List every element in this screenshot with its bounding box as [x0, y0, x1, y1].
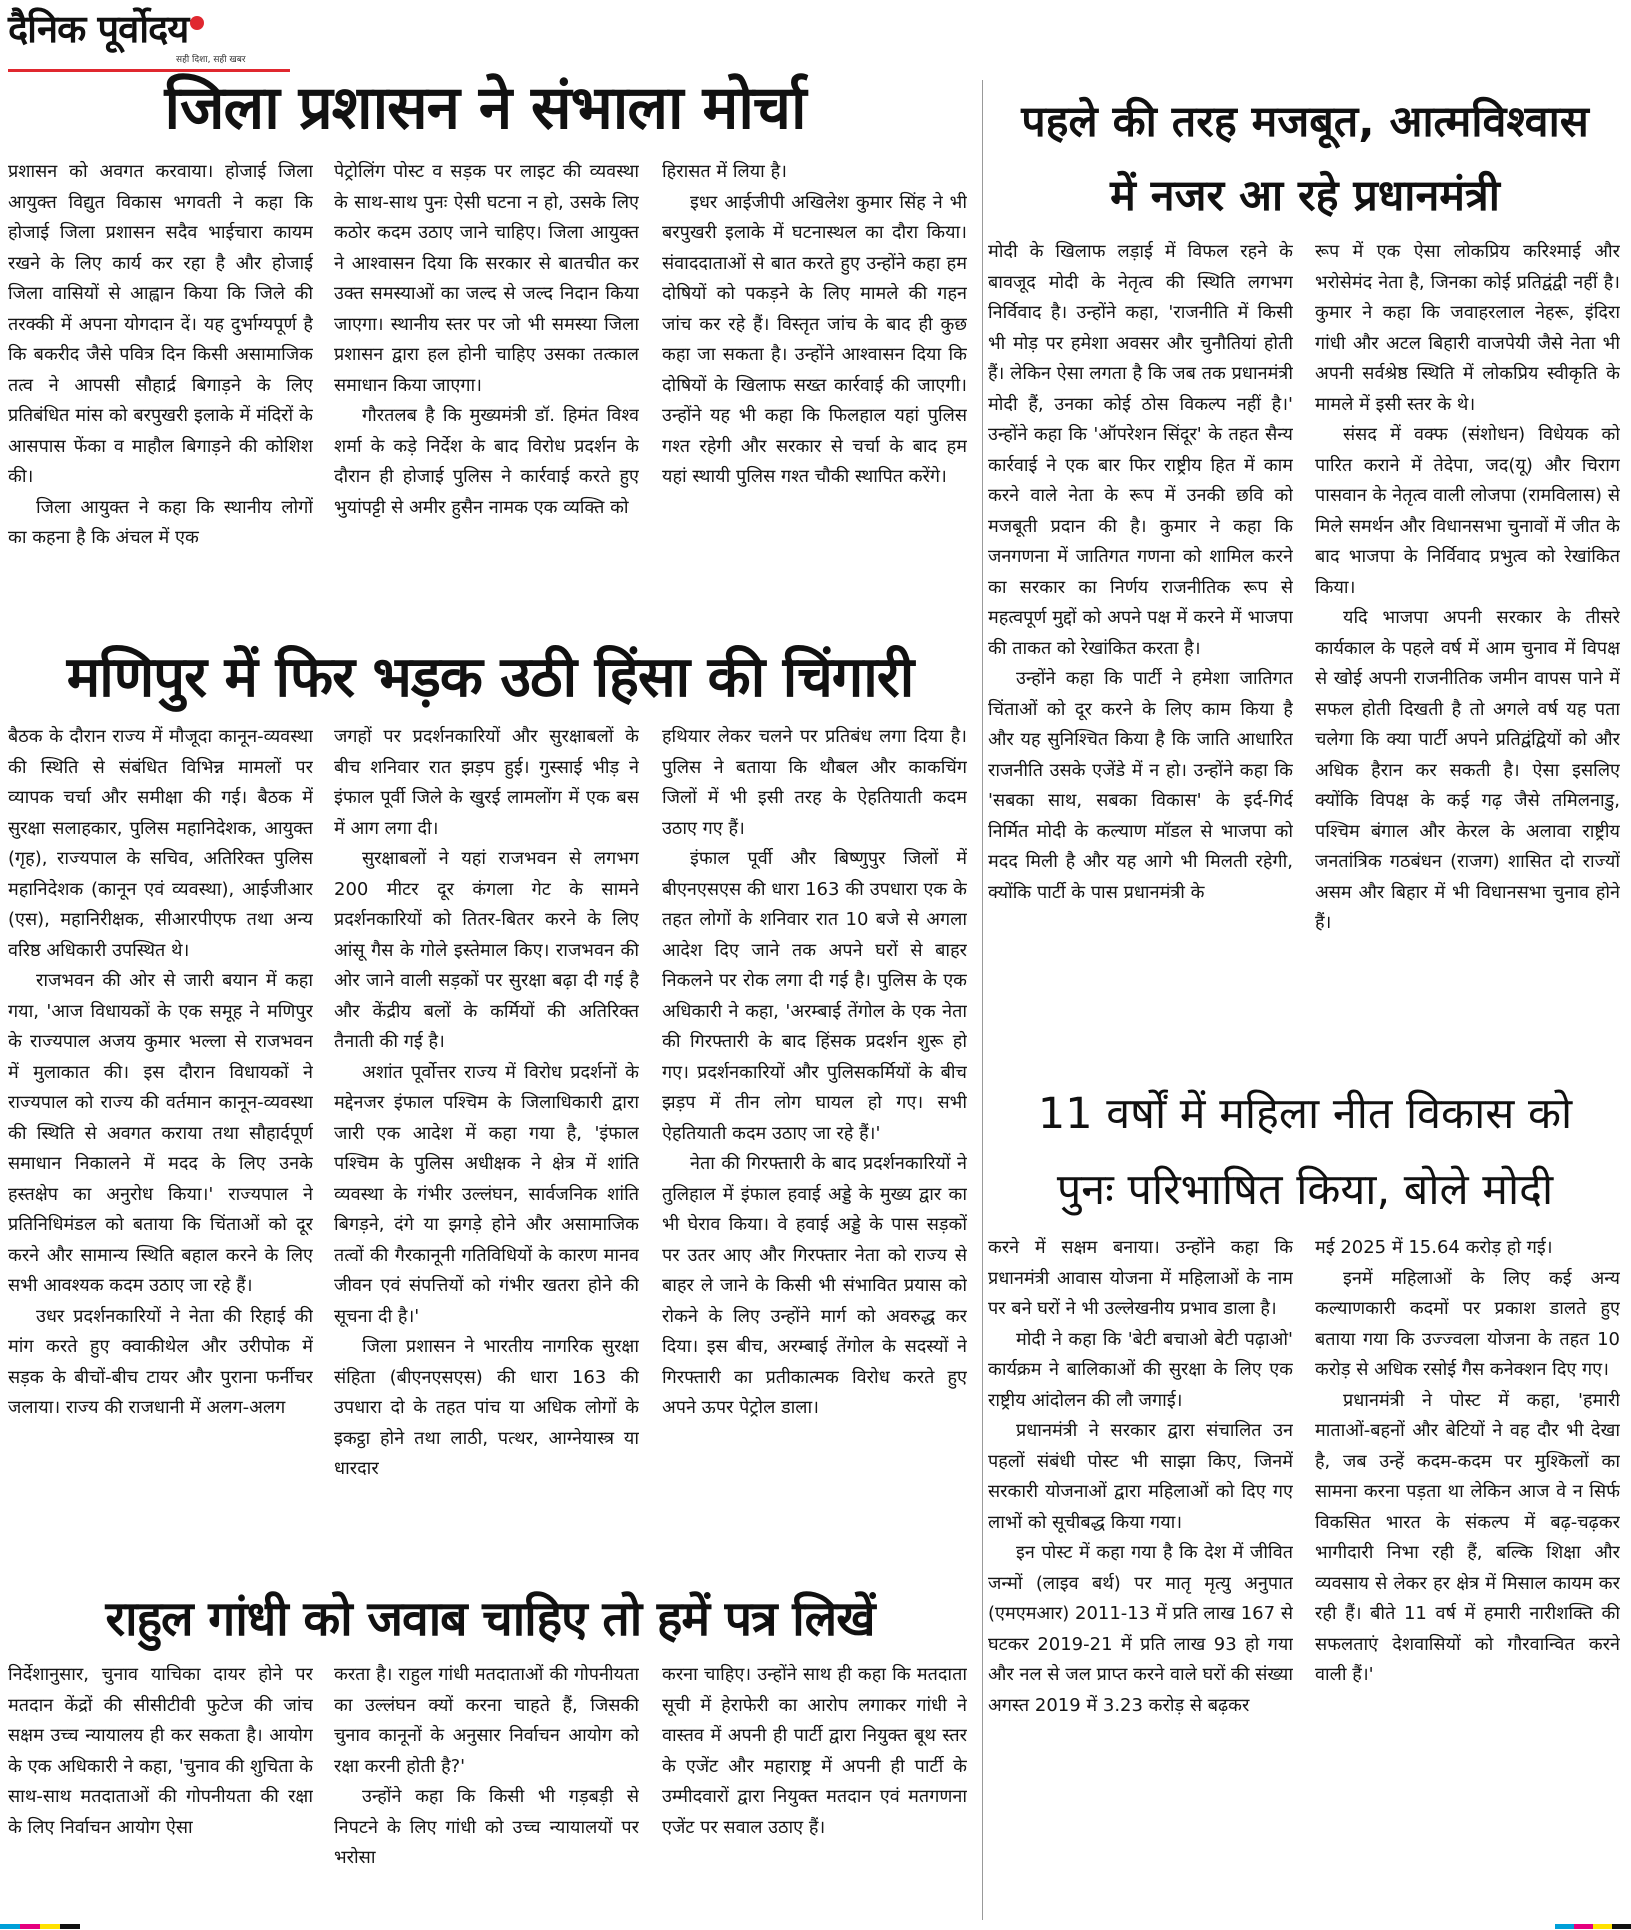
- story4-headline-line2: में नजर आ रहे प्रधानमंत्री: [1110, 171, 1500, 221]
- story2-col1-para: राजभवन की ओर से जारी बयान में कहा गया, 'आज विधायकों के एक समूह ने मणिपुर के राज्यपाल अजय कुमार भल्ला से राजभवन में मुलाकात की। इस दौरान विधायकों ने राज्यपाल को राज्य की वर्तमान कानून-व्यवस्था की स्थिति से अवगत कराया तथा सौहार्दपूर्ण समाधान निकालने में मदद के लिए उनके हस्तक्षेप का अनुरोध किया।' राज्यपाल ने प्रतिनिधिमंडल को बताया कि चिंताओं को दूर करने और सामान्य स्थिति बहाल करने के लिए सभी आवश्यक कदम उठाए जा रहे हैं।: [8, 970, 313, 1296]
- story3-col1-para: निर्देशानुसार, चुनाव याचिका दायर होने पर मतदान केंद्रों की सीसीटीवी फुटेज की जांच सक्षम उच्च न्यायालय ही कर सकता है। आयोग के एक अधिकारी ने कहा, 'चुनाव की शुचिता के साथ-साथ मतदाताओं की गोपनीयता की रक्षा के लिए निर्वाचन आयोग ऐसा: [8, 1664, 313, 1838]
- masthead-dot-icon: [190, 16, 204, 30]
- story3-col2-para: उन्होंने कहा कि किसी भी गड़बड़ी से निपटने के लिए गांधी को उच्च न्यायालयों पर भरोसा: [334, 1786, 639, 1868]
- story2-col3-para: इंफाल पूर्वी और बिष्णुपुर जिलों में बीएनएसएस की धारा 163 की उपधारा एक के तहत लोगों के शनिवार रात 10 बजे से अगला आदेश दिए जाने तक अपने घरों से बाहर निकलने पर रोक लगा दी गई है। पुलिस के एक अधिकारी ने कहा, 'अरम्बाई तेंगोल के एक नेता की गिरफ्तारी के बाद हिंसक प्रदर्शन शुरू हो गए। प्रदर्शनकारियों और पुलिसकर्मियों के बीच झड़प में तीन लोग घायल हो गए। सभी ऐहतियाती कदम उठाए जा रहे हैं।': [662, 848, 967, 1144]
- story2-col2: [334, 722, 639, 1567]
- story1-col2-para: पेट्रोलिंग पोस्ट व सड़क पर लाइट की व्यवस्था के साथ-साथ पुनः ऐसी घटना न हो, उसके लिए कठोर कदम उठाए जाने चाहिए। जिला आयुक्त ने आश्वासन दिया कि सरकार से बातचीत कर उक्त समस्याओं का जल्द से जल्द निदान किया जाएगा। स्थानीय स्तर पर जो भी समस्या जिला प्रशासन द्वारा हल होनी चाहिए उसका तत्काल समाधान किया जाएगा।: [334, 161, 639, 396]
- story2-col3: [662, 722, 967, 1567]
- story4-col1-para: मोदी के खिलाफ लड़ाई में विफल रहने के बावजूद मोदी के नेतृत्व की स्थिति लगभग निर्विवाद है। उन्होंने कहा, 'राजनीति में किसी भी मोड़ पर हमेशा अवसर और चुनौतियां होती हैं। लेकिन ऐसा लगता है कि जब तक प्रधानमंत्री मोदी हैं, उनका कोई ठोस विकल्प नहीं है।' उन्होंने कहा कि 'ऑपरेशन सिंदूर' के तहत सैन्य कार्रवाई ने एक बार फिर राष्ट्रीय हित में काम करने वाले नेता के रूप में उनकी छवि को मजबूती प्रदान की है। कुमार ने कहा कि जनगणना में जातिगत गणना को शामिल करने का सरकार का निर्णय राजनीतिक रूप से महत्वपूर्ण मुद्दों को अपने पक्ष में करने में भाजपा की ताकत को रेखांकित करता है।: [988, 241, 1293, 659]
- story3-headline: राहुल गांधी को जवाब चाहिए तो हमें पत्र लिखें: [105, 1591, 875, 1647]
- story4-col2: [1315, 237, 1620, 1057]
- story5-col2-para: प्रधानमंत्री ने पोस्ट में कहा, 'हमारी माताओं-बहनों और बेटियों ने वह दौर भी देखा है, जब उन्हें कदम-कदम पर मुश्किलों का सामना करना पड़ता था लेकिन आज वे न सिर्फ विकसित भारत के संकल्प में बढ़-चढ़कर भागीदारी निभा रही हैं, बल्कि शिक्षा और व्यवसाय से लेकर हर क्षेत्र में मिसाल कायम कर रही हैं। बीते 11 वर्ष में हमारी नारीशक्ति की सफलताएं देशवासियों को गौरवान्वित करने वाली हैं।': [1315, 1389, 1620, 1685]
- story1-col3: [662, 157, 967, 617]
- story5-headline-line1: 11 वर्षों में महिला नीत विकास को: [1037, 1089, 1573, 1139]
- story2-col2-para: सुरक्षाबलों ने यहां राजभवन से लगभग 200 मीटर दूर कंगला गेट के सामने प्रदर्शनकारियों को तितर-बितर करने के लिए आंसू गैस के गोले इस्तेमाल किए। राजभवन की ओर जाने वाली सड़कों पर सुरक्षा बढ़ा दी गई है और केंद्रीय बलों के कर्मियों की अतिरिक्त तैनाती की गई है।: [334, 848, 639, 1052]
- masthead-title: दैनिक पूर्वोदय: [8, 6, 308, 52]
- masthead-tagline: सही दिशा, सही खबर: [176, 55, 246, 65]
- story4-headline-line1: पहले की तरह मजबूत, आत्मविश्वास: [1021, 97, 1589, 147]
- story5-col2-para: मई 2025 में 15.64 करोड़ हो गई।: [1315, 1237, 1553, 1258]
- story2-col2-para: अशांत पूर्वोत्तर राज्य में विरोध प्रदर्शनों के मद्देनजर इंफाल पश्चिम के जिलाधिकारी द्वारा जारी एक आदेश में कहा गया है, 'इंफाल पश्चिम के पुलिस अधीक्षक ने क्षेत्र में शांति व्यवस्था के गंभीर उल्लंघन, सार्वजनिक शांति बिगड़ने, दंगे या झगड़े होने और असामाजिक तत्वों की गैरकानूनी गतिविधियों के कारण मानव जीवन एवं संपत्तियों को गंभीर खतरा होने की सूचना दी है।': [334, 1061, 639, 1327]
- story2-col1-para: बैठक के दौरान राज्य में मौजूदा कानून-व्यवस्था की स्थिति से संबंधित विभिन्न मामलों पर व्यापक चर्चा और समीक्षा की गई। बैठक में सुरक्षा सलाहकार, पुलिस महानिदेशक, आयुक्त (गृह), राज्यपाल के सचिव, अतिरिक्त पुलिस महानिदेशक (कानून एवं व्यवस्था), आईजीआर (एस), महानिरीक्षक, सीआरपीएफ तथा अन्य वरिष्ठ अधिकारी उपस्थित थे।: [8, 726, 313, 961]
- story5-col1-para: करने में सक्षम बनाया। उन्होंने कहा कि प्रधानमंत्री आवास योजना में महिलाओं के नाम पर बने घरों ने भी उल्लेखनीय प्रभाव डाला है।: [988, 1237, 1293, 1319]
- story5-col1-para: इन पोस्ट में कहा गया है कि देश में जीवित जन्मों (लाइव बर्थ) पर मातृ मृत्यु अनुपात (एमएमआर) 2011-13 में प्रति लाख 167 से घटकर 2019-21 में प्रति लाख 93 हो गया और नल से जल प्राप्त करने वाले घरों की संख्या अगस्त 2019 में 3.23 करोड़ से बढ़कर: [988, 1542, 1293, 1716]
- story3-col3: [662, 1660, 967, 1928]
- story1-col1-para: जिला आयुक्त ने कहा कि स्थानीय लोगों का कहना है कि अंचल में एक: [8, 496, 313, 548]
- story1-col3-para: हिरासत में लिया है।: [662, 161, 787, 182]
- story3-col2: [334, 1660, 639, 1928]
- story4-col2-para: यदि भाजपा अपनी सरकार के तीसरे कार्यकाल के पहले वर्ष में आम चुनाव में विपक्ष से खोई अपनी राजनीतिक जमीन वापस पाने में सफल होती दिखती है तो अगले वर्ष यह पता चलेगा कि क्या पार्टी अपने प्रतिद्वंद्वियों को और अधिक हैरान कर सकती है। ऐसा इसलिए क्योंकि विपक्ष के कई गढ़ जैसे तमिलनाडु, पश्चिम बंगाल और केरल के अलावा राष्ट्रीय जनतांत्रिक गठबंधन (राजग) शासित दो राज्यों असम और बिहार में भी विधानसभा चुनाव होने हैं।: [1315, 607, 1620, 933]
- story5-headline-line2: पुनः परिभाषित किया, बोले मोदी: [1056, 1165, 1554, 1215]
- story3-col1: [8, 1660, 313, 1928]
- story5-col2-para: इनमें महिलाओं के लिए कई अन्य कल्याणकारी कदमों पर प्रकाश डालते हुए बताया गया कि उज्ज्वला योजना के तहत 10 करोड़ से अधिक रसोई गैस कनेक्शन दिए गए।: [1315, 1267, 1620, 1380]
- story1-col2: [334, 157, 639, 617]
- story2-col3-para: हथियार लेकर चलने पर प्रतिबंध लगा दिया है। पुलिस ने बताया कि थौबल और काकचिंग जिलों में भी इसी तरह के ऐहतियाती कदम उठाए गए हैं।: [662, 726, 967, 839]
- story2-col2-para: जगहों पर प्रदर्शनकारियों और सुरक्षाबलों के बीच शनिवार रात झड़प हुई। गुस्साई भीड़ ने इंफाल पूर्वी जिले के खुरई लामलोंग में एक बस में आग लगा दी।: [334, 726, 639, 839]
- story4-col2-para: रूप में एक ऐसा लोकप्रिय करिश्माई और भरोसेमंद नेता है, जिनका कोई प्रतिद्वंद्वी नहीं है। कुमार ने कहा कि जवाहरलाल नेहरू, इंदिरा गांधी और अटल बिहारी वाजपेयी जैसे नेता भी अपनी सर्वश्रेष्ठ स्थिति में लोकप्रिय स्वीकृति के मामले में इसी स्तर के थे।: [1315, 241, 1620, 415]
- story2-col1: [8, 722, 313, 1567]
- story2-headline: मणिपुर में फिर भड़क उठी हिंसा की चिंगारी: [66, 645, 914, 710]
- story5-col1: [988, 1233, 1293, 1923]
- story4-col1-para: उन्होंने कहा कि पार्टी ने हमेशा जातिगत चिंताओं को दूर करने के लिए काम किया है और यह सुनिश्चित किया है कि जाति आधारित राजनीति उसके एजेंडे में न हो। उन्होंने कहा कि 'सबका साथ, सबका विकास' के इर्द-गिर्द निर्मित मोदी के कल्याण मॉडल से भाजपा को मदद मिली है और यह आगे भी मिलती रहेगी, क्योंकि पार्टी के पास प्रधानमंत्री के: [988, 668, 1293, 903]
- story5-col1-para: प्रधानमंत्री ने सरकार द्वारा संचालित उन पहलों संबंधी पोस्ट भी साझा किए, जिनमें सरकारी योजनाओं द्वारा महिलाओं को दिए गए लाभों को सूचीबद्ध किया गया।: [988, 1420, 1293, 1533]
- story1-col1: [8, 157, 313, 617]
- story4-col1: [988, 237, 1293, 1057]
- story5-col1-para: मोदी ने कहा कि 'बेटी बचाओ बेटी पढ़ाओ' कार्यक्रम ने बालिकाओं की सुरक्षा के लिए एक राष्ट्रीय आंदोलन की लौ जगाई।: [988, 1328, 1293, 1411]
- story3-col3-para: करना चाहिए। उन्होंने साथ ही कहा कि मतदाता सूची में हेराफेरी का आरोप लगाकर गांधी ने वास्तव में अपनी ही पार्टी द्वारा नियुक्त बूथ स्तर के एजेंट और महाराष्ट्र में अपनी ही पार्टी के उम्मीदवारों द्वारा नियुक्त मतदान एवं मतगणना एजेंट पर सवाल उठाए हैं।: [662, 1664, 967, 1838]
- story5-col2: [1315, 1233, 1620, 1923]
- print-color-bar-right: [1555, 1924, 1631, 1929]
- story1-col1-para: प्रशासन को अवगत करवाया। होजाई जिला आयुक्त विद्युत विकास भगवती ने कहा कि होजाई जिला प्रशासन सदैव भाईचारा कायम रखने के लिए कार्य कर रहा है और होजाई जिला वासियों से आह्वान किया कि जिले की तरक्की में अपना योगदान दें। यह दुर्भाग्यपूर्ण है कि बकरीद जैसे पवित्र दिन किसी असामाजिक तत्व ने आपसी सौहार्द्र बिगाड़ने के लिए प्रतिबंधित मांस को बरपुखरी इलाके में मंदिरों के आसपास फेंका व माहौल बिगाड़ने की कोशिश की।: [8, 161, 313, 487]
- section-divider: [982, 80, 983, 1920]
- story3-col2-para: करता है। राहुल गांधी मतदाताओं की गोपनीयता का उल्लंघन क्यों करना चाहते हैं, जिसकी चुनाव कानूनों के अनुसार निर्वाचन आयोग को रक्षा करनी होती है?': [334, 1664, 639, 1777]
- story2-col3-para: नेता की गिरफ्तारी के बाद प्रदर्शनकारियों ने तुलिहाल में इंफाल हवाई अड्डे के मुख्य द्वार का भी घेराव किया। वे हवाई अड्डे के पास सड़कों पर उतर आए और गिरफ्तार नेता को राज्य से बाहर ले जाने के किसी भी संभावित प्रयास को रोकने के लिए उन्होंने मार्ग को अवरुद्ध कर दिया। इस बीच, अरम्बाई तेंगोल के सदस्यों ने गिरफ्तारी का प्रतीकात्मक विरोध करते हुए अपने ऊपर पेट्रोल डाला।: [662, 1153, 967, 1418]
- story2-col1-para: उधर प्रदर्शनकारियों ने नेता की रिहाई की मांग करते हुए क्वाकीथेल और उरीपोक में सड़क के बीचों-बीच टायर और पुराना फर्नीचर जलाया। राज्य की राजधानी में अलग-अलग: [8, 1305, 313, 1418]
- masthead: [8, 6, 308, 76]
- story2-col2-para: जिला प्रशासन ने भारतीय नागरिक सुरक्षा संहिता (बीएनएसएस) की धारा 163 की उपधारा दो के तहत पांच या अधिक लोगों के इकट्ठा होने तथा लाठी, पत्थर, आग्नेयास्त्र या धारदार: [334, 1336, 639, 1479]
- print-color-bar-left: [0, 1924, 80, 1929]
- story1-headline: जिला प्रशासन ने संभाला मोर्चा: [164, 73, 806, 143]
- story4-col2-para: संसद में वक्फ (संशोधन) विधेयक को पारित कराने में तेदेपा, जद(यू) और चिराग पासवान के नेतृत्व वाली लोजपा (रामविलास) से मिले समर्थन और विधानसभा चुनावों में जीत के बाद भाजपा के निर्विवाद प्रभुत्व को रेखांकित किया।: [1315, 424, 1620, 598]
- story1-col2-para: गौरतलब है कि मुख्यमंत्री डॉ. हिमंत विश्व शर्मा के कड़े निर्देश के बाद विरोध प्रदर्शन के दौरान ही होजाई पुलिस ने कार्रवाई करते हुए भुयांपट्टी से अमीर हुसैन नामक एक व्यक्ति को: [334, 405, 639, 518]
- story1-col3-para: इधर आईजीपी अखिलेश कुमार सिंह ने भी बरपुखरी इलाके में घटनास्थल का दौरा किया। संवाददाताओं से बात करते हुए उन्होंने कहा हम दोषियों को पकड़ने के लिए मामले की गहन जांच कर रहे हैं। विस्तृत जांच के बाद ही कुछ कहा जा सकता है। उन्होंने आश्वासन दिया कि दोषियों के खिलाफ सख्त कार्रवाई की जाएगी। उन्होंने यह भी कहा कि फिलहाल यहां पुलिस गश्त रहेगी और सरकार से चर्चा के बाद हम यहां स्थायी पुलिस गश्त चौकी स्थापित करेंगे।: [662, 191, 967, 487]
